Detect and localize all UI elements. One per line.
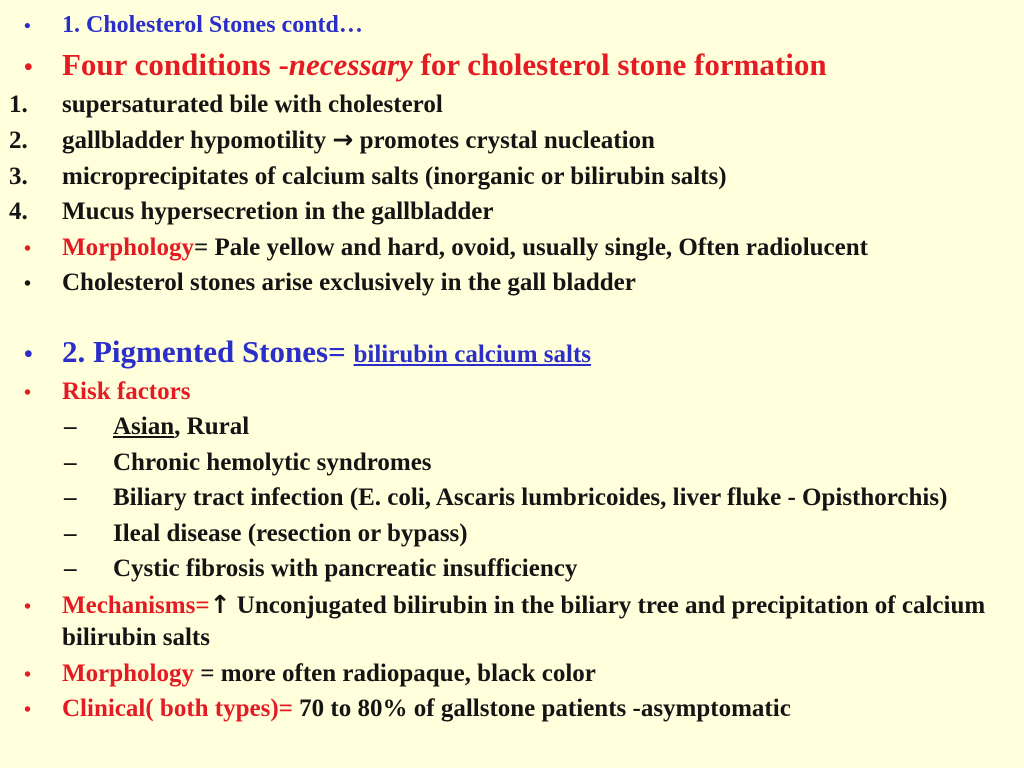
slide-title-line <box>0 10 988 41</box>
morphology-label: Morphology <box>62 659 201 687</box>
blank-spacer <box>0 303 988 333</box>
numbered-item-2 <box>0 124 988 158</box>
mechanisms-line <box>0 589 988 655</box>
line-text <box>62 196 988 229</box>
number-marker: 2. <box>9 127 28 155</box>
text-segment: microprecipitates of calcium salts (inorganic or bilirubin salts) <box>62 162 727 190</box>
risk-factors-line <box>0 376 988 409</box>
risk-factors-label: Risk factors <box>62 377 191 405</box>
numbered-item-3 <box>0 161 988 194</box>
slide-content <box>0 10 988 726</box>
text-segment: Unconjugated bilirubin in the biliary tree and precipitation of calcium bilirubin salts <box>62 591 986 652</box>
bilirubin-link[interactable]: bilirubin calcium salts <box>353 340 592 368</box>
dash-marker: – <box>64 484 77 512</box>
bullet-marker: • <box>24 340 33 368</box>
dash-marker: – <box>64 519 77 547</box>
heading-four-conditions <box>0 46 988 85</box>
line-text <box>113 553 988 586</box>
text-segment: Mucus hypersecretion in the gallbladder <box>62 198 494 226</box>
line-text <box>62 10 988 41</box>
dash-marker: – <box>64 448 77 476</box>
line-text <box>62 376 988 409</box>
text-segment: gallbladder hypomotility <box>62 127 333 155</box>
pigmented-stones-title: 2. Pigmented Stones= <box>62 333 354 369</box>
text-segment: for cholesterol stone formation <box>412 47 827 83</box>
line-text <box>62 333 988 372</box>
line-text <box>62 124 988 158</box>
clinical-label: Clinical( both types)= <box>62 695 300 723</box>
text-segment: = more often radiopaque, black color <box>200 659 596 687</box>
dash-marker: – <box>64 555 77 583</box>
line-text <box>113 482 988 515</box>
text-segment: 70 to 80% of gallstone patients -asymptomatic <box>299 695 791 723</box>
numbered-item-4 <box>0 196 988 229</box>
morphology-label: Morphology <box>62 233 194 261</box>
slide-title: 1. Cholesterol Stones contd… <box>62 12 363 38</box>
risk-item-ileal-disease <box>0 518 988 551</box>
risk-item-biliary-infection <box>0 482 988 515</box>
line-text <box>62 161 988 194</box>
risk-item-cystic-fibrosis <box>0 553 988 586</box>
line-text <box>113 518 988 551</box>
number-marker: 4. <box>9 198 28 226</box>
text-segment: supersaturated bile with cholesterol <box>62 90 443 118</box>
bullet-marker: • <box>24 699 32 722</box>
line-text <box>62 658 988 691</box>
cholesterol-location-line <box>0 267 988 300</box>
risk-item-hemolytic <box>0 447 988 480</box>
text-segment: promotes crystal nucleation <box>353 127 655 155</box>
line-text <box>62 267 988 300</box>
bullet-marker: • <box>24 595 32 618</box>
line-text <box>62 589 988 655</box>
text-segment: = Pale yellow and hard, ovoid, usually single, Often radiolucent <box>193 233 868 261</box>
morphology-pigmented-line <box>0 658 988 691</box>
up-arrow-glyph: ↑ <box>209 589 231 619</box>
text-segment: Four conditions - <box>62 47 289 83</box>
bullet-marker: • <box>24 663 32 686</box>
bullet-marker: • <box>24 273 32 296</box>
bullet-marker: • <box>24 54 33 82</box>
text-segment: Cystic fibrosis with pancreatic insufficiency <box>113 555 578 583</box>
text-segment: Biliary tract infection (E. coli, Ascaris lumbricoides, liver fluke - Opisthorchis) <box>113 484 948 512</box>
bullet-marker: • <box>24 381 32 404</box>
line-text <box>62 46 988 85</box>
text-segment: Asian <box>113 413 175 441</box>
line-text <box>62 89 988 122</box>
bullet-marker: • <box>24 16 31 37</box>
risk-item-asian <box>0 411 988 444</box>
heading-pigmented-stones <box>0 333 988 372</box>
text-segment: Ileal disease (resection or bypass) <box>113 519 468 547</box>
text-segment: Cholesterol stones arise exclusively in the gall bladder <box>62 269 636 297</box>
bullet-marker: • <box>24 237 32 260</box>
text-segment: Chronic hemolytic syndromes <box>113 448 432 476</box>
clinical-line <box>0 693 988 726</box>
numbered-item-1 <box>0 89 988 122</box>
text-segment: necessary <box>288 47 413 83</box>
number-marker: 1. <box>9 90 28 118</box>
line-text <box>62 693 988 726</box>
text-segment: , Rural <box>174 413 250 441</box>
line-text <box>62 232 988 265</box>
mechanisms-label: Mechanisms= <box>62 591 210 619</box>
morphology-cholesterol-line <box>0 232 988 265</box>
line-text <box>113 411 988 444</box>
dash-marker: – <box>64 413 77 441</box>
line-text <box>113 447 988 480</box>
number-marker: 3. <box>9 162 28 190</box>
right-arrow-glyph: → <box>332 125 354 155</box>
